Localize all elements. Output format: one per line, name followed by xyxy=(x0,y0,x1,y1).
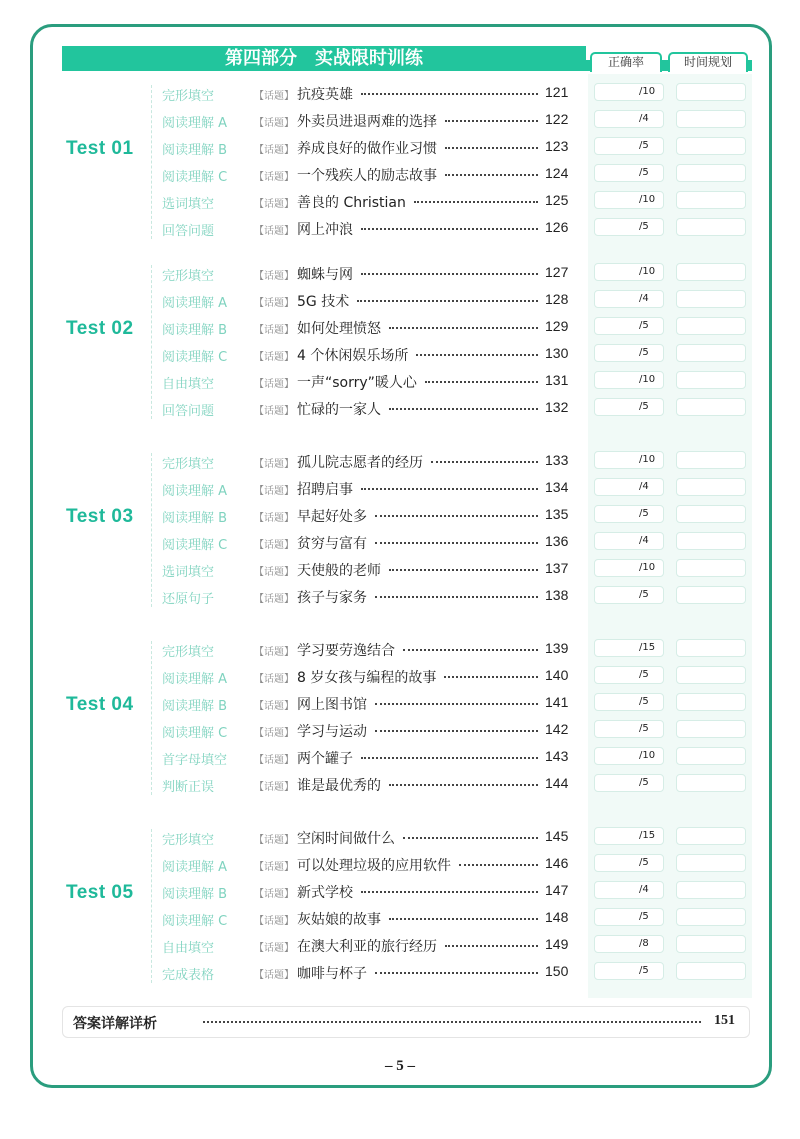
topic-title: 网上图书馆 xyxy=(297,697,367,713)
topic-tag: 【话题】 xyxy=(254,755,294,766)
topic-tag: 【话题】 xyxy=(254,271,294,282)
topic-title: 养成良好的做作业习惯 xyxy=(297,141,437,157)
topic-tag: 【话题】 xyxy=(254,199,294,210)
page-ref: 130 xyxy=(545,345,569,361)
contents-row[interactable] xyxy=(0,342,800,369)
topic-title: 外卖员进退两难的选择 xyxy=(297,114,437,130)
time-field[interactable] xyxy=(676,639,746,657)
topic-title: 谁是最优秀的 xyxy=(297,778,381,794)
topic-title: 孤儿院志愿者的经历 xyxy=(297,455,423,471)
exercise-type: 阅读理解 C xyxy=(162,914,228,929)
time-field[interactable] xyxy=(676,451,746,469)
topic-title: 孩子与家务 xyxy=(297,590,367,606)
contents-row[interactable] xyxy=(0,369,800,396)
score-field[interactable]: /5 xyxy=(594,666,664,684)
time-field[interactable] xyxy=(676,586,746,604)
topic-title: 蜘蛛与网 xyxy=(297,267,353,283)
column-header-accuracy: 正确率 xyxy=(590,52,662,72)
time-field[interactable] xyxy=(676,693,746,711)
topic-title: 如何处理愤怒 xyxy=(297,321,381,337)
page-ref: 136 xyxy=(545,533,569,549)
time-field[interactable] xyxy=(676,371,746,389)
topic-title: 早起好处多 xyxy=(297,509,367,525)
exercise-type: 首字母填空 xyxy=(162,753,228,768)
exercise-type: 自由填空 xyxy=(162,377,215,392)
leader-dots xyxy=(375,699,538,705)
time-field[interactable] xyxy=(676,263,746,281)
score-field[interactable]: /5 xyxy=(594,317,664,335)
exercise-type: 阅读理解 A xyxy=(162,296,228,311)
score-field[interactable]: /10 xyxy=(594,559,664,577)
topic-tag: 【话题】 xyxy=(254,567,294,578)
time-field[interactable] xyxy=(676,666,746,684)
answers-label: 答案详解详析 xyxy=(73,1016,157,1032)
exercise-type: 判断正误 xyxy=(162,780,215,795)
contents-row[interactable] xyxy=(0,189,800,216)
page-ref: 143 xyxy=(545,748,569,764)
exercise-type: 阅读理解 C xyxy=(162,170,228,185)
page-ref: 125 xyxy=(545,192,569,208)
topic-title: 新式学校 xyxy=(297,885,353,901)
time-field[interactable] xyxy=(676,164,746,182)
exercise-type: 自由填空 xyxy=(162,941,215,956)
time-field[interactable] xyxy=(676,962,746,980)
topic-tag: 【话题】 xyxy=(254,889,294,900)
score-field[interactable]: /4 xyxy=(594,110,664,128)
topic-tag: 【话题】 xyxy=(254,118,294,129)
exercise-type: 阅读理解 A xyxy=(162,484,228,499)
topic-tag: 【话题】 xyxy=(254,379,294,390)
topic-title: 学习与运动 xyxy=(297,724,367,740)
score-field[interactable]: /4 xyxy=(594,532,664,550)
page-ref: 126 xyxy=(545,219,569,235)
leader-dots xyxy=(375,538,538,544)
page-ref: 137 xyxy=(545,560,569,576)
topic-tag: 【话题】 xyxy=(254,835,294,846)
exercise-type: 阅读理解 C xyxy=(162,726,228,741)
time-field[interactable] xyxy=(676,83,746,101)
score-field[interactable]: /10 xyxy=(594,451,664,469)
score-field[interactable]: /5 xyxy=(594,908,664,926)
score-field[interactable]: /10 xyxy=(594,747,664,765)
leader-dots xyxy=(389,565,538,571)
topic-title: 5G 技术 xyxy=(297,294,350,310)
contents-row[interactable] xyxy=(0,449,800,476)
topic-tag: 【话题】 xyxy=(254,674,294,685)
leader-dots xyxy=(375,726,538,732)
topic-tag: 【话题】 xyxy=(254,701,294,712)
time-field[interactable] xyxy=(676,398,746,416)
exercise-type: 阅读理解 B xyxy=(162,323,228,338)
exercise-type: 阅读理解 A xyxy=(162,116,228,131)
score-field[interactable]: /10 xyxy=(594,263,664,281)
contents-row[interactable] xyxy=(0,162,800,189)
topic-tag: 【话题】 xyxy=(254,226,294,237)
topic-title: 贫穷与富有 xyxy=(297,536,367,552)
exercise-type: 阅读理解 B xyxy=(162,887,228,902)
page-ref: 127 xyxy=(545,264,569,280)
score-field[interactable]: /15 xyxy=(594,639,664,657)
answers-entry[interactable] xyxy=(62,1006,750,1038)
topic-tag: 【话题】 xyxy=(254,91,294,102)
page-number: – 5 – xyxy=(385,1058,415,1074)
page-ref: 131 xyxy=(545,372,569,388)
time-field[interactable] xyxy=(676,935,746,953)
topic-tag: 【话题】 xyxy=(254,298,294,309)
contents-row[interactable] xyxy=(0,691,800,718)
score-field[interactable]: /4 xyxy=(594,478,664,496)
page-ref: 135 xyxy=(545,506,569,522)
column-header-time-plan: 时间规划 xyxy=(668,52,748,72)
leader-dots xyxy=(357,296,538,302)
leader-dots xyxy=(416,350,538,356)
leader-dots xyxy=(403,833,538,839)
topic-tag: 【话题】 xyxy=(254,943,294,954)
topic-title: 招聘启事 xyxy=(297,482,353,498)
topic-tag: 【话题】 xyxy=(254,513,294,524)
score-field[interactable]: /5 xyxy=(594,962,664,980)
score-field[interactable]: /5 xyxy=(594,344,664,362)
topic-title: 善良的 Christian xyxy=(297,195,406,211)
topic-title: 网上冲浪 xyxy=(297,222,353,238)
score-field[interactable]: /5 xyxy=(594,164,664,182)
exercise-type: 阅读理解 B xyxy=(162,511,228,526)
contents-row[interactable] xyxy=(0,396,800,423)
score-field[interactable]: /5 xyxy=(594,398,664,416)
time-field[interactable] xyxy=(676,774,746,792)
topic-title: 天使般的老师 xyxy=(297,563,381,579)
section-title: 第四部分 实战限时训练 xyxy=(225,48,423,69)
exercise-type: 阅读理解 A xyxy=(162,672,228,687)
time-field[interactable] xyxy=(676,747,746,765)
page-ref: 144 xyxy=(545,775,569,791)
contents-row[interactable] xyxy=(0,825,800,852)
topic-tag: 【话题】 xyxy=(254,459,294,470)
leader-dots xyxy=(361,224,538,230)
topic-title: 抗疫英雄 xyxy=(297,87,353,103)
contents-row[interactable] xyxy=(0,718,800,745)
page-ref: 129 xyxy=(545,318,569,334)
leader-dots xyxy=(361,269,538,275)
topic-title: 空闲时间做什么 xyxy=(297,831,395,847)
leader-dots xyxy=(459,860,538,866)
leader-dots xyxy=(445,116,538,122)
score-field[interactable]: /4 xyxy=(594,290,664,308)
leader-dots xyxy=(431,457,538,463)
page-ref: 141 xyxy=(545,694,569,710)
leader-dots xyxy=(389,323,538,329)
leader-dots xyxy=(445,941,538,947)
topic-title: 学习要劳逸结合 xyxy=(297,643,395,659)
topic-tag: 【话题】 xyxy=(254,406,294,417)
time-field[interactable] xyxy=(676,191,746,209)
contents-row[interactable] xyxy=(0,772,800,799)
time-field[interactable] xyxy=(676,290,746,308)
topic-tag: 【话题】 xyxy=(254,862,294,873)
topic-tag: 【话题】 xyxy=(254,352,294,363)
topic-tag: 【话题】 xyxy=(254,325,294,336)
leader-dots xyxy=(425,377,538,383)
exercise-type: 完成表格 xyxy=(162,968,215,983)
score-field[interactable]: /10 xyxy=(594,371,664,389)
time-field[interactable] xyxy=(676,854,746,872)
leader-dots xyxy=(445,170,538,176)
contents-row[interactable] xyxy=(0,216,800,243)
score-field[interactable]: /5 xyxy=(594,505,664,523)
section-title-bar xyxy=(62,46,586,71)
page-ref: 124 xyxy=(545,165,569,181)
topic-title: 咖啡与杯子 xyxy=(297,966,367,982)
contents-row[interactable] xyxy=(0,745,800,772)
contents-row[interactable] xyxy=(0,906,800,933)
contents-row[interactable] xyxy=(0,81,800,108)
leader-dots xyxy=(361,89,538,95)
contents-row[interactable] xyxy=(0,288,800,315)
score-field[interactable]: /5 xyxy=(594,218,664,236)
exercise-type: 回答问题 xyxy=(162,404,215,419)
contents-row[interactable] xyxy=(0,933,800,960)
exercise-type: 阅读理解 B xyxy=(162,699,228,714)
score-field[interactable]: /5 xyxy=(594,854,664,872)
contents-row[interactable] xyxy=(0,584,800,611)
contents-row[interactable] xyxy=(0,960,800,987)
topic-tag: 【话题】 xyxy=(254,970,294,981)
leader-dots xyxy=(389,780,538,786)
score-field[interactable]: /8 xyxy=(594,935,664,953)
exercise-type: 阅读理解 A xyxy=(162,860,228,875)
exercise-type: 阅读理解 B xyxy=(162,143,228,158)
time-field[interactable] xyxy=(676,137,746,155)
topic-tag: 【话题】 xyxy=(254,540,294,551)
score-field[interactable]: /4 xyxy=(594,881,664,899)
exercise-type: 回答问题 xyxy=(162,224,215,239)
leader-dots xyxy=(375,511,538,517)
time-field[interactable] xyxy=(676,478,746,496)
exercise-type: 完形填空 xyxy=(162,833,215,848)
page-ref: 149 xyxy=(545,936,569,952)
score-field[interactable]: /5 xyxy=(594,774,664,792)
contents-row[interactable] xyxy=(0,503,800,530)
time-field[interactable] xyxy=(676,559,746,577)
answers-page: 151 xyxy=(714,1013,735,1028)
exercise-type: 阅读理解 C xyxy=(162,350,228,365)
exercise-type: 完形填空 xyxy=(162,457,215,472)
page-ref: 138 xyxy=(545,587,569,603)
score-field[interactable]: /5 xyxy=(594,693,664,711)
time-field[interactable] xyxy=(676,827,746,845)
score-field[interactable]: /5 xyxy=(594,720,664,738)
page-ref: 121 xyxy=(545,84,569,100)
topic-title: 两个罐子 xyxy=(297,751,353,767)
topic-tag: 【话题】 xyxy=(254,728,294,739)
time-field[interactable] xyxy=(676,881,746,899)
leader-dots xyxy=(389,914,538,920)
exercise-type: 完形填空 xyxy=(162,89,215,104)
leader-dots xyxy=(403,645,538,651)
page-ref: 133 xyxy=(545,452,569,468)
time-field[interactable] xyxy=(676,344,746,362)
page-ref: 128 xyxy=(545,291,569,307)
topic-title: 在澳大利亚的旅行经历 xyxy=(297,939,437,955)
time-field[interactable] xyxy=(676,110,746,128)
leader-dots xyxy=(414,197,538,203)
time-field[interactable] xyxy=(676,218,746,236)
topic-tag: 【话题】 xyxy=(254,782,294,793)
exercise-type: 完形填空 xyxy=(162,269,215,284)
score-field[interactable]: /10 xyxy=(594,83,664,101)
leader-dots xyxy=(375,592,538,598)
contents-row[interactable] xyxy=(0,637,800,664)
exercise-type: 选词填空 xyxy=(162,565,215,580)
topic-title: 一声“sorry”暖人心 xyxy=(297,375,417,391)
contents-row[interactable] xyxy=(0,108,800,135)
topic-tag: 【话题】 xyxy=(254,145,294,156)
test-label: Test 05 xyxy=(66,881,134,903)
leader-dots xyxy=(445,143,538,149)
leader-dots xyxy=(361,484,538,490)
topic-title: 8 岁女孩与编程的故事 xyxy=(297,670,437,686)
exercise-type: 选词填空 xyxy=(162,197,215,212)
topic-tag: 【话题】 xyxy=(254,594,294,605)
test-label: Test 04 xyxy=(66,693,134,715)
exercise-type: 还原句子 xyxy=(162,592,215,607)
leader-dots xyxy=(361,753,538,759)
topic-tag: 【话题】 xyxy=(254,647,294,658)
page-ref: 145 xyxy=(545,828,569,844)
leader-dots xyxy=(375,968,538,974)
time-field[interactable] xyxy=(676,720,746,738)
leader-dots xyxy=(389,404,538,410)
time-field[interactable] xyxy=(676,532,746,550)
topic-title: 灰姑娘的故事 xyxy=(297,912,381,928)
score-field[interactable]: /15 xyxy=(594,827,664,845)
exercise-type: 阅读理解 C xyxy=(162,538,228,553)
contents-row[interactable] xyxy=(0,664,800,691)
topic-title: 4 个休闲娱乐场所 xyxy=(297,348,409,364)
topic-tag: 【话题】 xyxy=(254,172,294,183)
contents-row[interactable] xyxy=(0,135,800,162)
page-ref: 142 xyxy=(545,721,569,737)
page-ref: 123 xyxy=(545,138,569,154)
contents-row[interactable] xyxy=(0,476,800,503)
time-field[interactable] xyxy=(676,317,746,335)
contents-row[interactable] xyxy=(0,261,800,288)
page-ref: 132 xyxy=(545,399,569,415)
page-ref: 134 xyxy=(545,479,569,495)
contents-row[interactable] xyxy=(0,852,800,879)
page-ref: 150 xyxy=(545,963,569,979)
score-field[interactable]: /10 xyxy=(594,191,664,209)
test-label: Test 03 xyxy=(66,505,134,527)
contents-row[interactable] xyxy=(0,557,800,584)
exercise-type: 完形填空 xyxy=(162,645,215,660)
page-ref: 148 xyxy=(545,909,569,925)
topic-title: 一个残疾人的励志故事 xyxy=(297,168,437,184)
leader-dots xyxy=(361,887,538,893)
score-field[interactable]: /5 xyxy=(594,586,664,604)
topic-title: 忙碌的一家人 xyxy=(297,402,381,418)
page-ref: 122 xyxy=(545,111,569,127)
leader-dots xyxy=(203,1017,701,1023)
test-label: Test 02 xyxy=(66,317,134,339)
leader-dots xyxy=(444,672,538,678)
time-field[interactable] xyxy=(676,908,746,926)
score-field[interactable]: /5 xyxy=(594,137,664,155)
page-ref: 139 xyxy=(545,640,569,656)
topic-tag: 【话题】 xyxy=(254,486,294,497)
page-ref: 140 xyxy=(545,667,569,683)
page-ref: 146 xyxy=(545,855,569,871)
contents-row[interactable] xyxy=(0,530,800,557)
page-ref: 147 xyxy=(545,882,569,898)
topic-tag: 【话题】 xyxy=(254,916,294,927)
contents-row[interactable] xyxy=(0,879,800,906)
test-label: Test 01 xyxy=(66,137,134,159)
contents-row[interactable] xyxy=(0,315,800,342)
topic-title: 可以处理垃圾的应用软件 xyxy=(297,858,451,874)
time-field[interactable] xyxy=(676,505,746,523)
